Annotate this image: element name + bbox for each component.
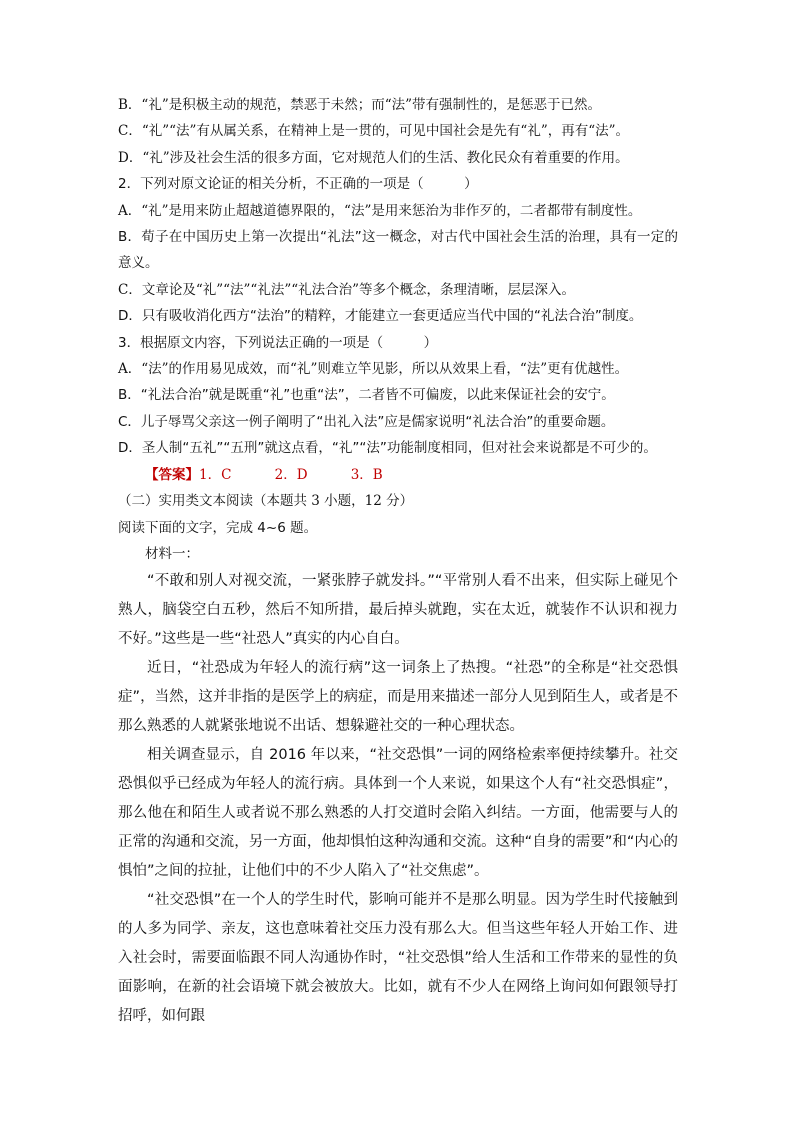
q2-option-b: B．荀子在中国历史上第一次提出“礼法”这一概念，对古代中国社会生活的治理，具有一定的意义。	[118, 229, 678, 272]
paragraph: “社交恐惧”在一个人的学生时代，影响可能并不是那么明显。因为学生时代接触到的人多为同学、亲友，这也意味着社交压力没有那么大。但当这些年轻人开始工作、进入社会时，需要面临跟不同人沟通协作时，“社交恐惧”给人生活和工作带来的显性的负面影响，在新的社会语境下就会被放大。比如，就有不少人在网络上询问如何跟领导打招呼，如何跟	[118, 892, 678, 1025]
answer-key	[118, 462, 678, 488]
answer-label: 【答案】	[145, 466, 199, 483]
q3-option-c: C．儿子辱骂父亲这一例子阐明了“出礼入法”应是儒家说明“礼法合治”的重要命题。	[118, 413, 615, 430]
q1-option-d: D．“礼”涉及社会生活的很多方面，它对规范人们的生活、教化民众有着重要的作用。	[118, 149, 629, 166]
q3-option-d: D．圣人制“五礼”“五刑”就这点看，“礼”“法”功能制度相同，但对社会来说都是不可少的。	[118, 440, 657, 457]
paragraph: 近日，“社恐成为年轻人的流行病”这一词条上了热搜。“社恐”的全称是“社交恐惧症”，当然，这并非指的是医学上的病症，而是用来描述一部分人见到陌生人，或者是不那么熟悉的人就紧张地说不出话、想躲避社交的一种心理状态。	[118, 660, 678, 735]
q3-option-b: B．“礼法合治”就是既重“礼”也重“法”，二者皆不可偏废，以此来保证社会的安宁。	[118, 387, 615, 404]
q1-option-c: C．“礼”“法”有从属关系，在精神上是一贯的，可见中国社会是先有“礼”，再有“法”。	[118, 123, 630, 140]
answer-item-1: 1．C	[199, 466, 232, 483]
q2-stem: 2．下列对原文论证的相关分析，不正确的一项是（ ）	[118, 176, 478, 193]
q2-option-d: D．只有吸收消化西方“法治”的精粹，才能建立一套更适应当代中国的“礼法合治”制度。	[118, 308, 643, 325]
q2-option-a: A．“礼”是用来防止超越道德界限的，“法”是用来惩治为非作歹的，二者都带有制度性。	[118, 202, 642, 219]
paragraph: “不敢和别人对视交流，一紧张脖子就发抖。”“平常别人看不出来，但实际上碰见个熟人，脑袋空白五秒，然后不知所措，最后掉头就跑，实在太近，就装作不认识和视力不好。”这些是一些“社恐人”真实的内心自白。	[118, 573, 678, 648]
q3-option-a: A．“法”的作用易见成效，而“礼”则难立竿见影，所以从效果上看，“法”更有优越性。	[118, 361, 629, 378]
q3-stem: 3．根据原文内容，下列说法正确的一项是（ ）	[118, 334, 438, 351]
paragraph: 相关调查显示，自 2016 年以来，“社交恐惧”一词的网络检索率便持续攀升。社交恐惧似乎已经成为年轻人的流行病。具体到一个人来说，如果这个人有“社交恐惧症”，那么他在和陌生人或者说不那么熟悉的人打交道时会陷入纠结。一方面，他需要与人的正常的沟通和交流，另一方面，他却惧怕这种沟通和交流。这种“自身的需要”和“内心的惧怕”之间的拉扯，让他们中的不少人陷入了“社交焦虑”。	[118, 747, 678, 880]
section-heading: （二）实用类文本阅读（本题共 3 小题，12 分）	[118, 493, 414, 510]
section-instruction: 阅读下面的文字，完成 4~6 题。	[118, 519, 318, 536]
answer-item-2: 2．D	[274, 466, 308, 483]
exam-page	[118, 92, 678, 1031]
q2-option-c: C．文章论及“礼”“法”“礼法”“礼法合治”等多个概念，条理清晰，层层深入。	[118, 281, 576, 298]
answer-item-3: 3．B	[350, 466, 383, 483]
q1-option-b: B．“礼”是积极主动的规范，禁恶于未然；而“法”带有强制性的，是惩恶于已然。	[118, 97, 602, 113]
material-label: 材料一：	[145, 545, 199, 562]
